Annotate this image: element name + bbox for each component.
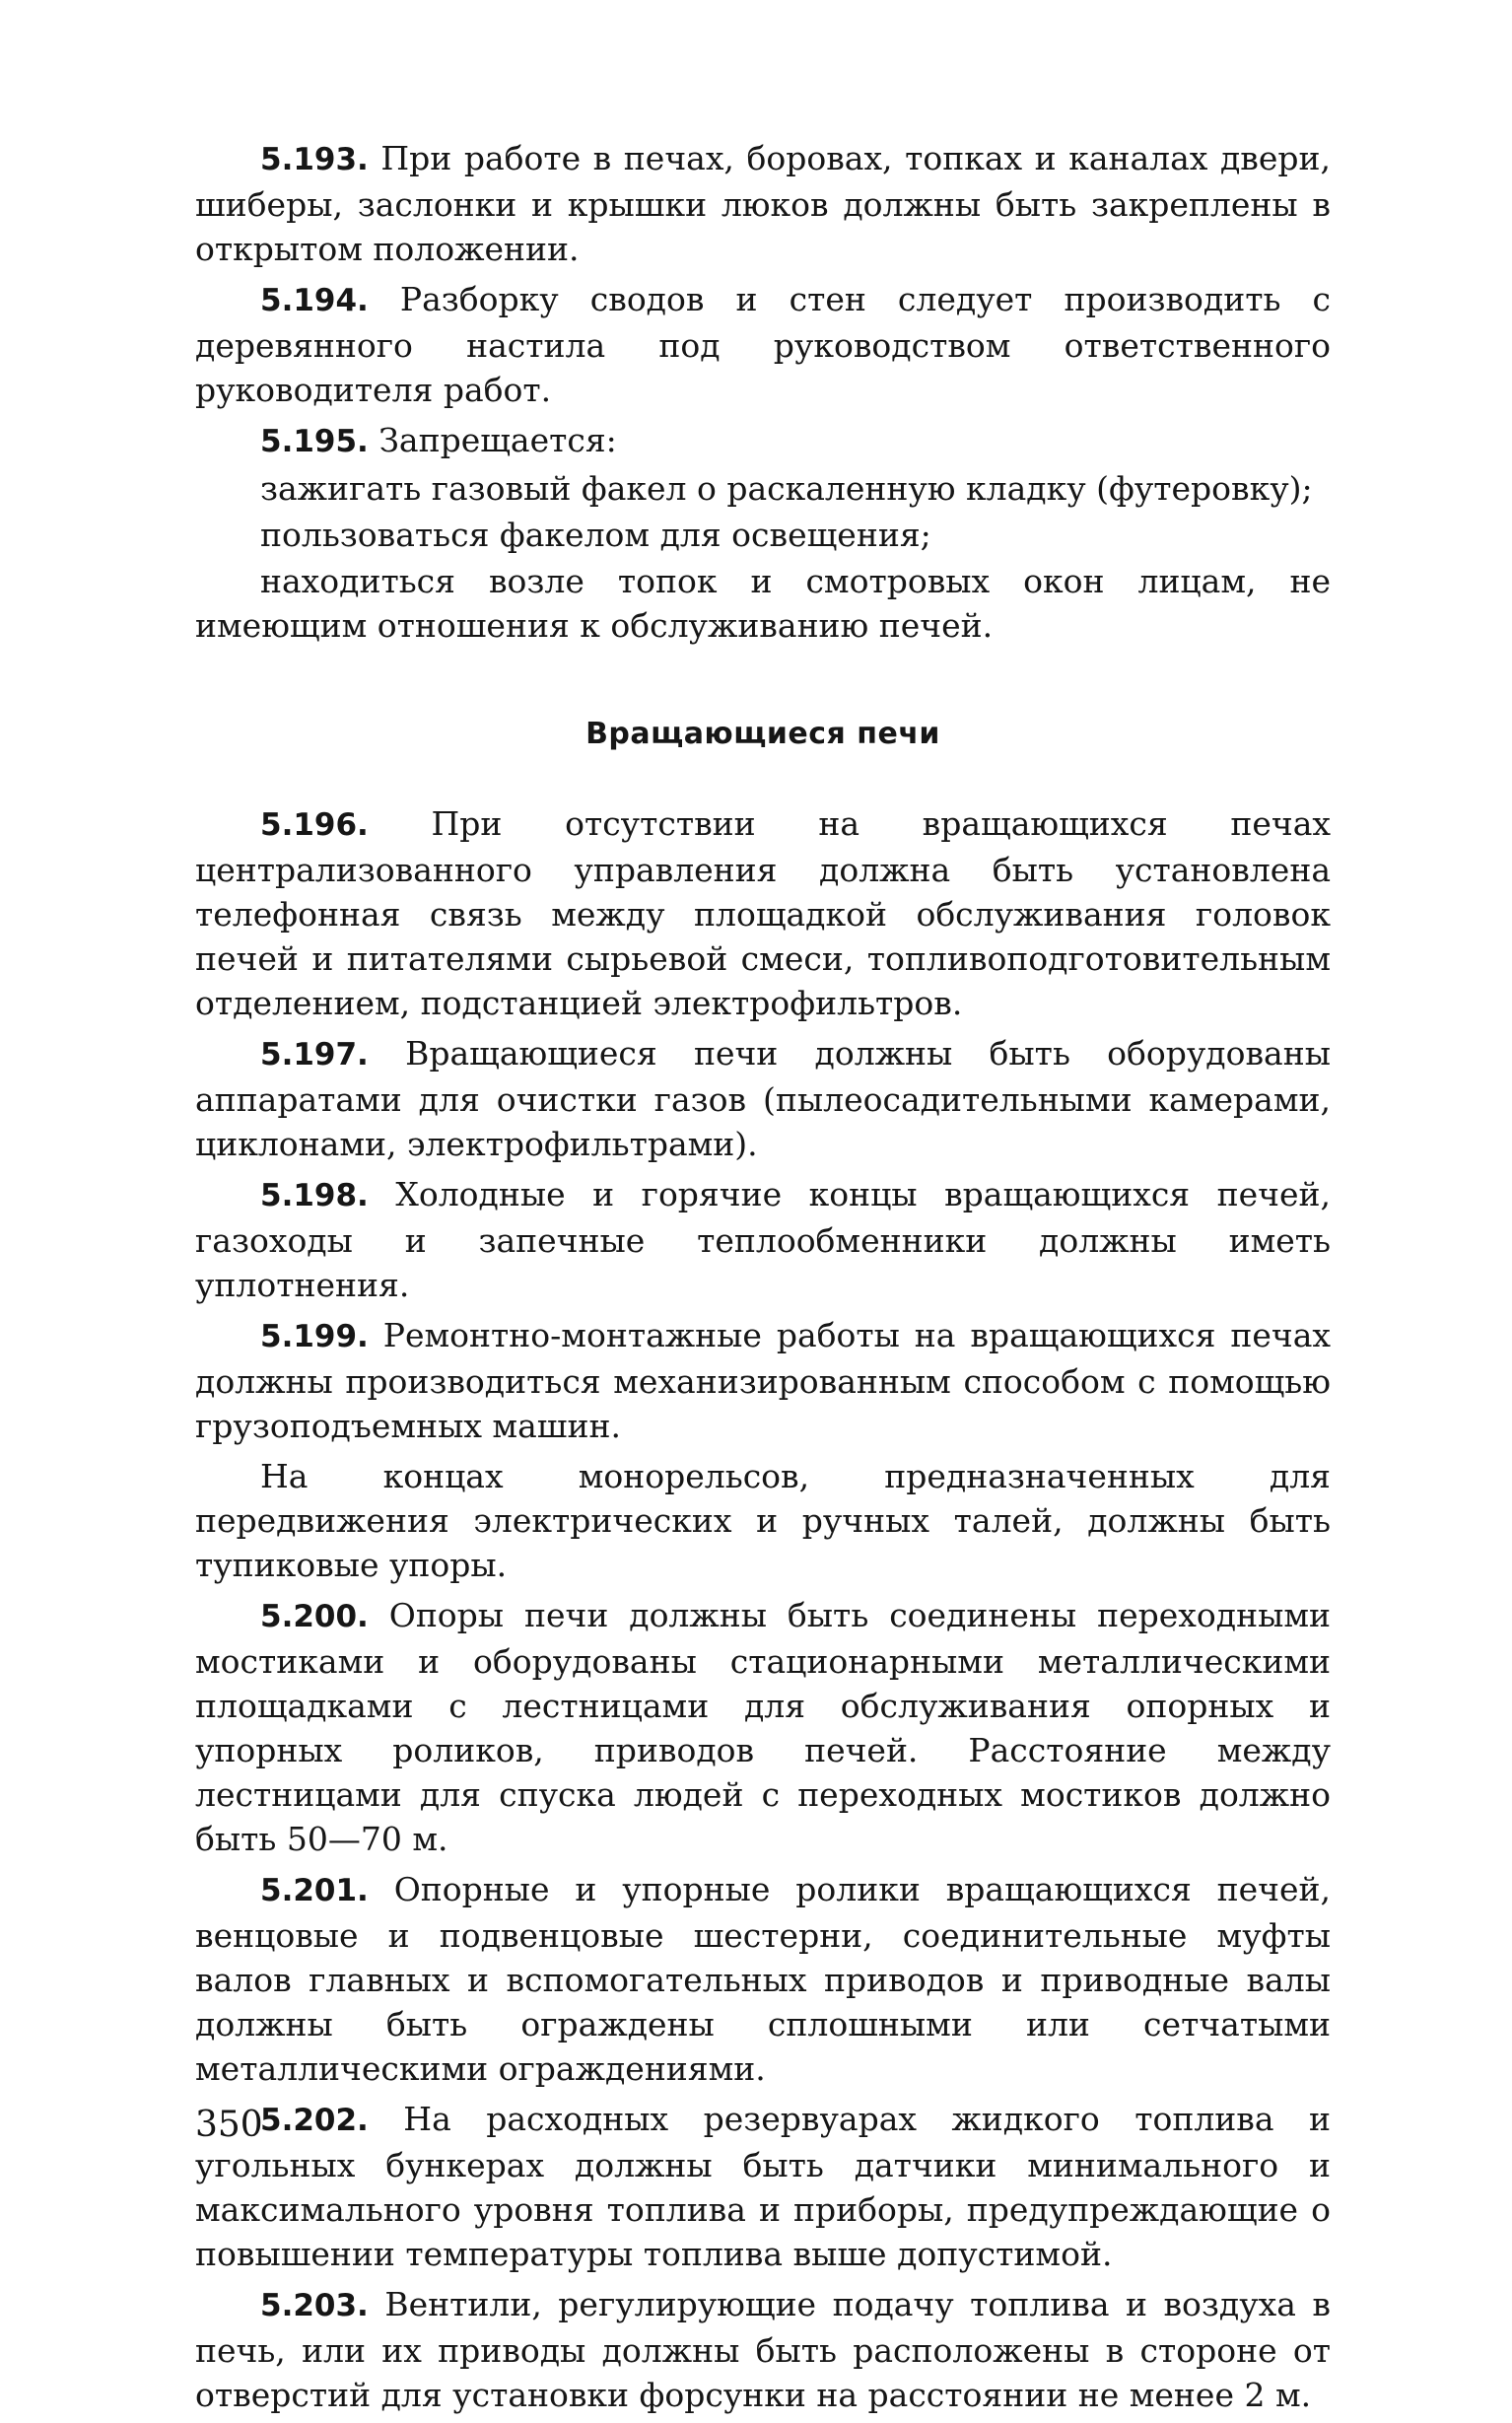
page-body (195, 136, 1331, 2423)
clause-number: 5.201. (260, 1873, 369, 1908)
clause-text: Запрещается: (368, 421, 617, 459)
clause-text: Ремонтно-монтажные работы на вращающихся печах должны производиться механизированным способом с помощью грузоподъемных машин. (195, 1316, 1331, 1445)
clause-number: 5.195. (260, 424, 369, 459)
paragraph-5-193 (195, 136, 1331, 271)
paragraph-5-198 (195, 1172, 1331, 1307)
clause-number: 5.194. (260, 283, 369, 318)
paragraph-5-201 (195, 1867, 1331, 2091)
paragraph-5-202 (195, 2097, 1331, 2276)
clause-text: Опоры печи должны быть соединены переходными мостиками и оборудованы стационарными металлическими площадками с лестницами для обслуживания опорных и упорных роликов, приводов печей. Расстояние между лестницами для спуска людей с переходных мостиков должно быть 50—70 м. (195, 1596, 1331, 1858)
clause-text: На расходных резервуарах жидкого топлива и угольных бункерах должны быть датчики минимального и максимального уровня топлива и приборы, предупреждающие о повышении температуры топлива выше допустимой. (195, 2100, 1331, 2273)
paragraph-5-199-continued: На концах монорельсов, предназначенных для передвижения электрических и ручных талей, должны быть тупиковые упоры. (195, 1457, 1331, 1584)
clause-number: 5.197. (260, 1037, 369, 1073)
clause-number: 5.199. (260, 1319, 369, 1354)
paragraph-5-203 (195, 2282, 1331, 2417)
clause-text: Вращающиеся печи должны быть оборудованы аппаратами для очистки газов (пылеосадительными камерами, циклонами, электрофильтрами). (195, 1034, 1331, 1163)
clause-text: Вентили, регулирующие подачу топлива и воздуха в печь, или их приводы должны быть расположены в стороне от отверстий для установки форсунки на расстоянии не менее 2 м. (195, 2285, 1331, 2414)
paragraph-5-199 (195, 1313, 1331, 1448)
clause-number: 5.198. (260, 1178, 369, 1213)
clause-number: 5.193. (260, 142, 369, 177)
clause-text: Опорные и упорные ролики вращающихся печей, венцовые и подвенцовые шестерни, соединительные муфты валов главных и вспомогательных приводов и приводные валы должны быть ограждены сплошными или сетчатыми металлическими ограждениями. (195, 1870, 1331, 2088)
clause-text: При работе в печах, боровах, топках и каналах двери, шиберы, заслонки и крышки люков должны быть закреплены в открытом положении. (195, 139, 1331, 268)
section-heading: Вращающиеся печи (585, 717, 940, 751)
prohibition-item: находиться возле топок и смотровых окон лицам, не имеющим отношения к обслуживанию печей. (195, 562, 1331, 645)
clause-number: 5.200. (260, 1599, 369, 1634)
paragraph-5-197 (195, 1031, 1331, 1166)
clause-number: 5.203. (260, 2288, 369, 2323)
paragraph-5-196 (195, 801, 1331, 1025)
page-number: 350 (195, 2105, 263, 2145)
prohibition-item: зажигать газовый факел о раскаленную кладку (футеровку); (260, 469, 1313, 508)
paragraph-5-195 (195, 418, 1331, 464)
clause-number: 5.202. (260, 2103, 369, 2138)
clause-text: Холодные и горячие концы вращающихся печей, газоходы и запечные теплообменники должны иметь уплотнения. (195, 1175, 1331, 1304)
paragraph-5-194 (195, 277, 1331, 412)
clause-text: Разборку сводов и стен следует производить с деревянного настила под руководством ответственного руководителя работ. (195, 280, 1331, 409)
paragraph-5-200 (195, 1593, 1331, 1861)
prohibition-item: пользоваться факелом для освещения; (260, 516, 931, 554)
clause-number: 5.196. (260, 807, 369, 843)
clause-text: При отсутствии на вращающихся печах централизованного управления должна быть установлена телефонная связь между площадкой обслуживания головок печей и питателями сырьевой смеси, топливоподготовительным отделением, подстанцией электрофильтров. (195, 804, 1331, 1022)
